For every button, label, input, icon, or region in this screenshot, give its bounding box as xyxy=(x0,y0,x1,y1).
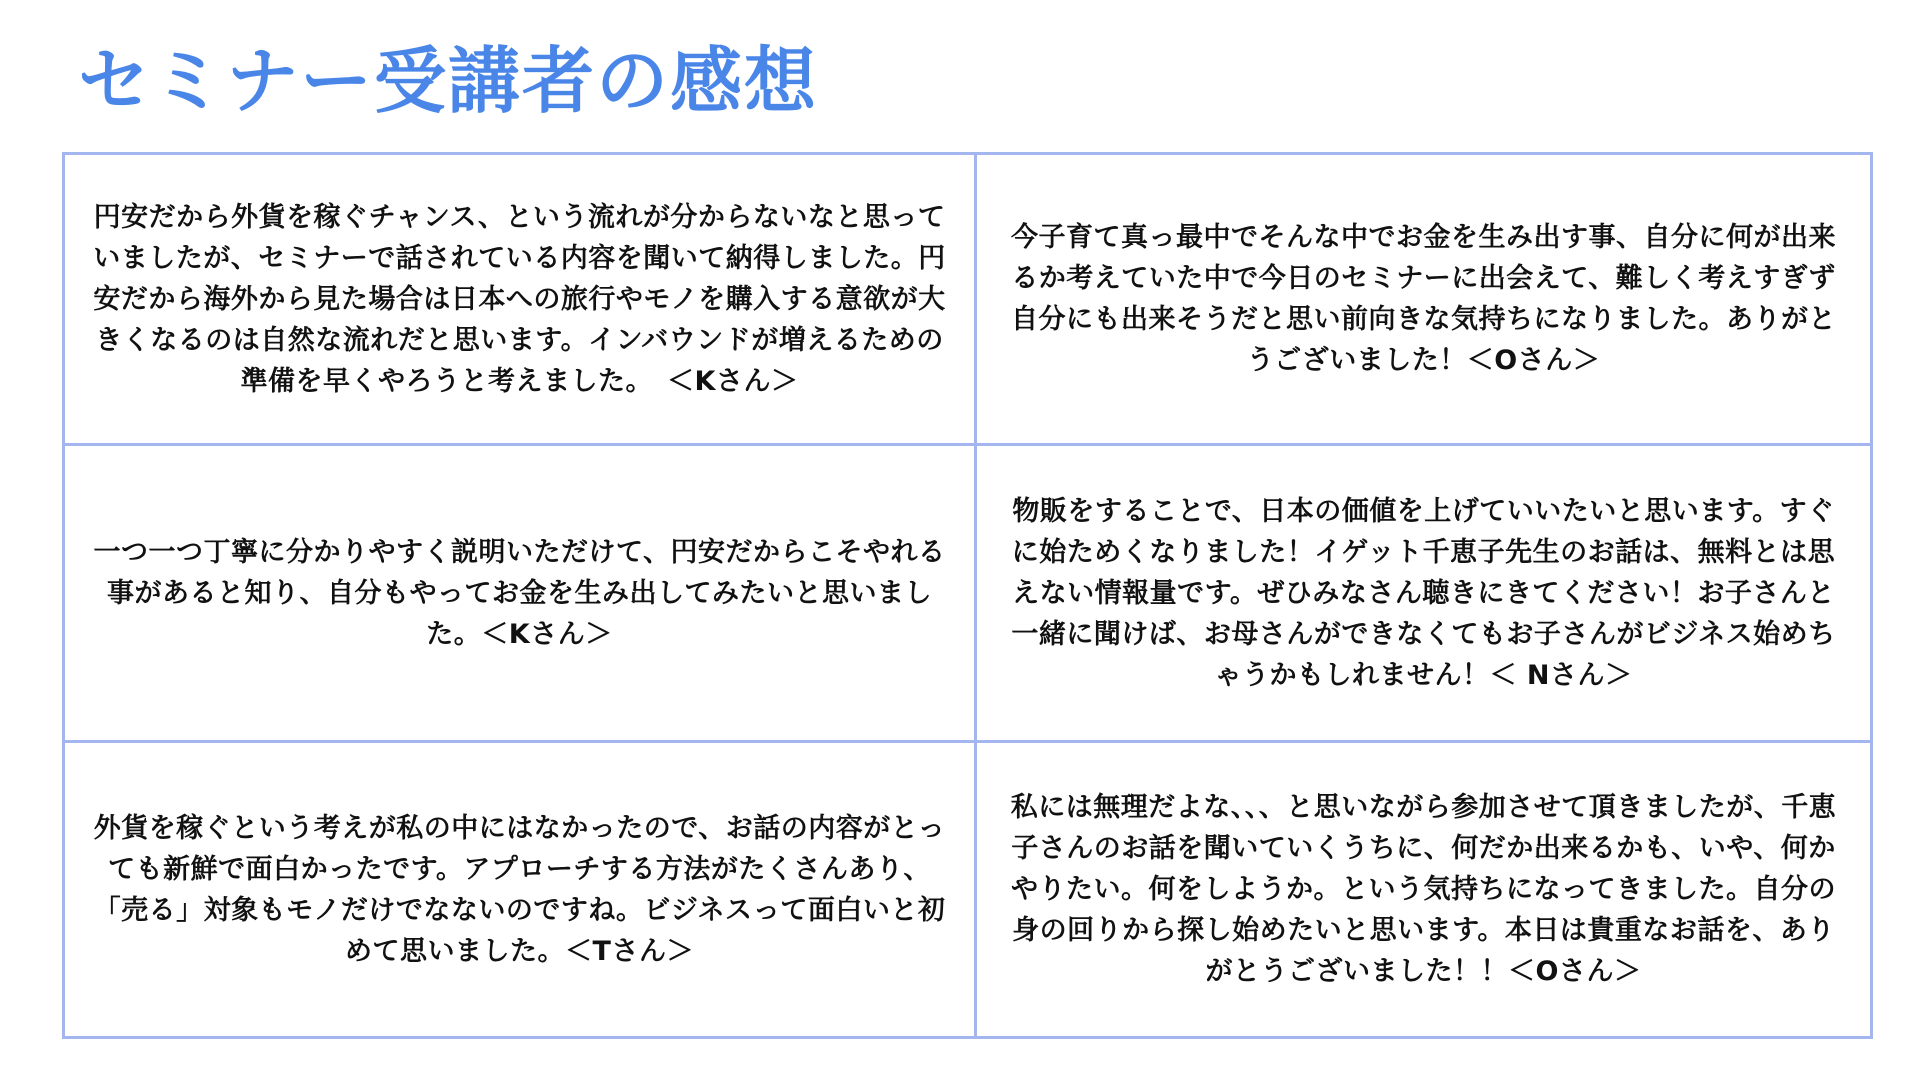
testimonial-cell xyxy=(977,155,1870,446)
testimonial-cell xyxy=(65,155,977,446)
testimonial-text: 外貨を稼ぐという考えが私の中にはなかったので、お話の内容がとっても新鮮で面白かったです。アプローチする方法がたくさんあり、「売る」対象もモノだけでなないのですね。ビジネスって面白いと初めて思いました。＜Tさん＞ xyxy=(93,812,946,967)
testimonial-text: 一つ一つ丁寧に分かりやすく説明いただけて、円安だからこそやれる事があると知り、自分もやってお金を生み出してみたいと思いました。＜Kさん＞ xyxy=(93,536,946,650)
testimonial-text: 私には無理だよな、、、と思いながら参加させて頂きましたが、千恵子さんのお話を聞いていくうちに、何だか出来るかも、いや、何かやりたい。何をしようか。という気持ちになってきました。自分の身の回りから探し始めたいと思います。本日は貴重なお話を、ありがとうございました！！＜Oさん＞ xyxy=(1010,792,1837,987)
testimonial-grid xyxy=(62,152,1873,1039)
testimonial-cell xyxy=(977,743,1870,1036)
testimonial-text: 物販をすることで、日本の価値を上げていいたいと思います。すぐに始ためくなりました！イゲット千恵子先生のお話は、無料とは思えない情報量です。ぜひみなさん聴きにきてください！お子さんと一緒に聞けば、お母さんができなくてもお子さんがビジネス始めちゃうかもしれません！＜ Nさん＞ xyxy=(1011,495,1836,691)
testimonial-cell xyxy=(65,446,977,743)
page-title: セミナー受講者の感想 xyxy=(78,39,819,123)
testimonial-cell xyxy=(977,446,1870,743)
testimonial-text: 今子育て真っ最中でそんな中でお金を生み出す事、自分に何が出来るか考えていた中で今日のセミナーに出会えて、難しく考えすぎず自分にも出来そうだと思い前向きな気持ちになりました。ありがとうございました！＜Oさん＞ xyxy=(1011,222,1836,376)
testimonial-cell xyxy=(65,743,977,1036)
testimonial-text: 円安だから外貨を稼ぐチャンス、という流れが分からないなと思っていましたが、セミナーで話されている内容を聞いて納得しました。円安だから海外から見た場合は日本への旅行やモノを購入する意欲が大きくなるのは自然な流れだと思います。インバウンドが増えるための準備を早くやろうと考えました。 ＜Kさん＞ xyxy=(93,201,946,397)
